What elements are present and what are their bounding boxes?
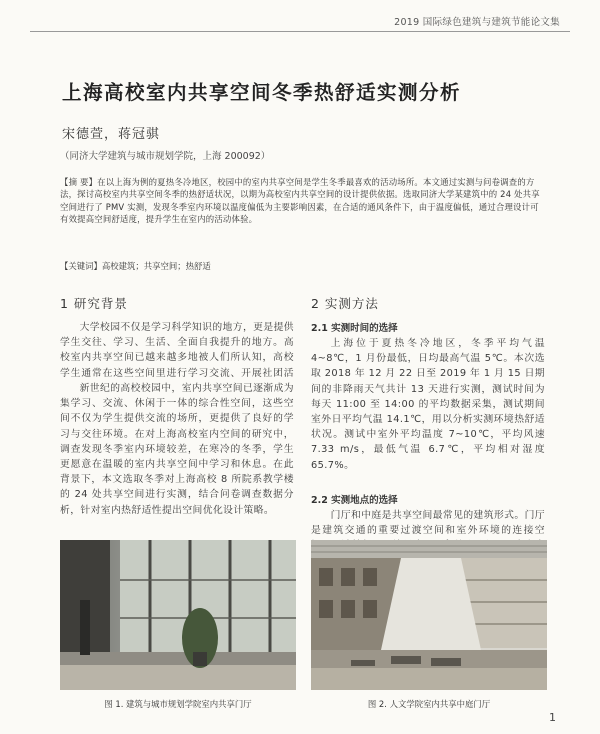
section-1-paragraph-2: 新世纪的高校校园中，室内共享空间已逐渐成为集学习、交流、休闲于一体的综合性空间，这些空间不仅为学生提供交流的场所，更提供了良好的学习与交往环境。在对上海高校室内空间的研究中，调查发现冬季室内环境较差，在寒冷的冬季，学生更愿意在温暖的室内共享空间中学习和休息。在此背景下，本文选取冬季对上海高校 8 所院系教学楼的 24 处共享空间进行实测，结合问卷调查数据分析，针对室内热舒适性提出空间优化设计策略。 xyxy=(60,383,294,516)
section-1-paragraph-1: 大学校园不仅是学习科学知识的地方，更是提供学生交往、学习、生活、全面自我提升的地方。高校室内共享空间已越来越多地被人们所认知，高校学生通常在这些空间里进行学习交流、开展社团活 xyxy=(60,322,294,379)
abstract: 【摘 要】在以上海为例的夏热冬冷地区，校园中的室内共享空间是学生冬季最喜欢的活动场所。本文通过实测与问卷调查的方法，探讨高校室内共享空间冬季的热舒适状况，以期为高校室内共享空间的设计提供依据。选取同济大学某建筑中的 24 处共享空间进行了 PMV 实测，发现冬季室内环境以温度偏低为主要影响因素，在合适的通风条件下，由于温度偏低，通过合理设计可有效提高空间舒适度，提升学生在室内的活动体验。 xyxy=(60,177,540,225)
paper-title: 上海高校室内共享空间冬季热舒适实测分析 xyxy=(62,81,462,104)
authors: 宋德萱，蒋冠骐 xyxy=(62,127,161,142)
figure-1-caption: 图 1. 建筑与城市规划学院室内共享门厅 xyxy=(104,699,252,709)
page-number: 1 xyxy=(549,711,556,724)
keywords: 【关键词】高校建筑；共享空间；热舒适 xyxy=(60,261,211,271)
figure-2-caption: 图 2. 人文学院室内共享中庭门厅 xyxy=(367,699,491,709)
subsection-2-2-heading: 2.2 实测地点的选择 xyxy=(311,495,398,506)
subsection-2-2-text: 门厅和中庭是共享空间最常见的建筑形式。门厅是建筑交通的重要过渡空间和室外环境的连接空 xyxy=(311,510,545,537)
figure-2-photo xyxy=(311,540,547,690)
header-rule xyxy=(30,31,570,32)
subsection-2-1-text: 上海位于夏热冬冷地区，冬季平均气温 4~8℃，1 月份最低，日均最高气温 5℃。本次选取 2018 年 12 月 22 日至 2019 年 1 月 15 日期间的非降雨天气共计 13 天进行实测，测试时间为每天 11:00 至 14:00 的平均数据采集，测试期间室外日平均气温 14.1℃，用以分析实测环境热舒适状况。测试中室外平均温度 7~10℃，平均风速 7.33 m/s，最低气温 6.7℃，平均相对湿度 65.7%。 xyxy=(311,338,545,471)
running-header: 2019 国际绿色建筑与建筑节能论文集 xyxy=(394,17,560,28)
affiliation: （同济大学建筑与城市规划学院，上海 200092） xyxy=(60,151,271,162)
subsection-2-1-heading: 2.1 实测时间的选择 xyxy=(311,323,398,334)
section-1-heading: 1 研究背景 xyxy=(60,296,128,311)
figure-1-photo xyxy=(60,540,296,690)
section-2-heading: 2 实测方法 xyxy=(311,296,379,311)
